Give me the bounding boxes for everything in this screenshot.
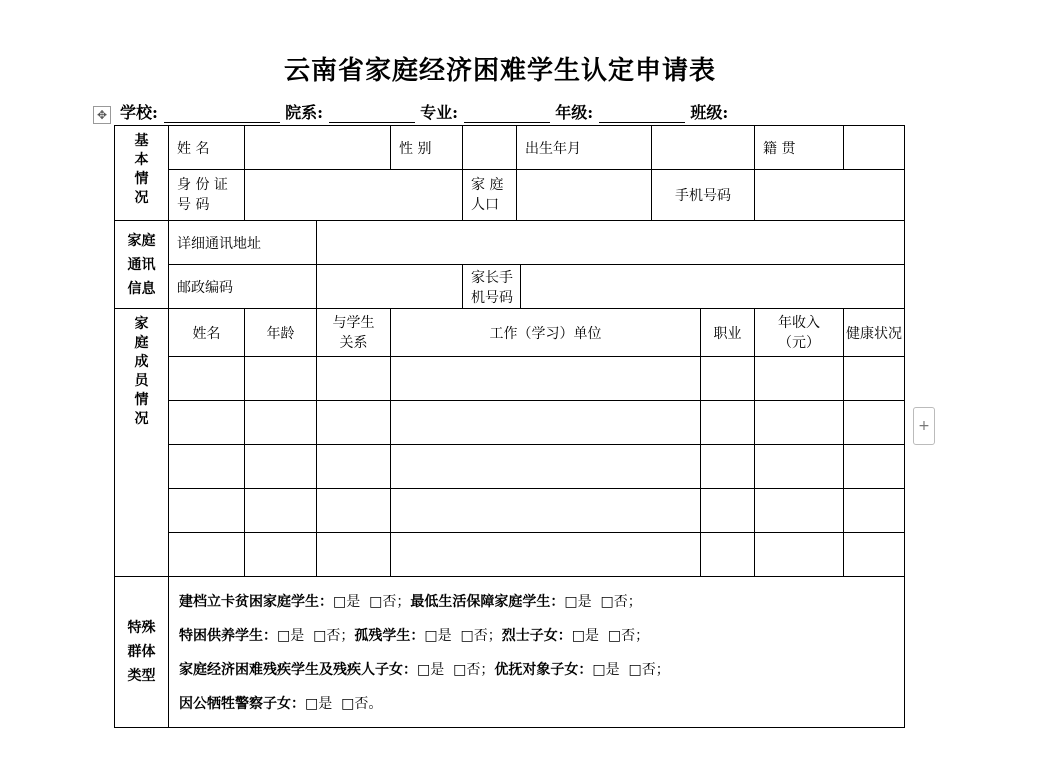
school-field[interactable] <box>164 104 280 123</box>
q1-no-checkbox[interactable]: □否 <box>369 594 397 610</box>
class-label: 班级: <box>690 103 729 122</box>
relation-header-line1: 与学生 <box>332 314 375 331</box>
section-family-label: 家庭成员情况 <box>134 316 149 427</box>
separator: ； <box>627 594 642 610</box>
table-row <box>115 489 905 533</box>
q4-yes-checkbox[interactable]: □是 <box>424 628 452 644</box>
q5-yes-checkbox[interactable]: □是 <box>571 628 599 644</box>
q7-no-checkbox[interactable]: □否 <box>628 662 656 678</box>
family-cell[interactable] <box>701 445 755 489</box>
family-cell[interactable] <box>169 489 245 533</box>
separator: ； <box>480 662 495 678</box>
section-basic-info <box>115 126 169 221</box>
table-row <box>115 357 905 401</box>
family-cell[interactable] <box>245 357 317 401</box>
grade-label: 年级: <box>555 103 594 122</box>
birth-label: 出生年月 <box>517 126 652 170</box>
separator: ； <box>487 628 502 644</box>
family-header-name: 姓名 <box>169 309 245 357</box>
q8-no-checkbox[interactable]: □否 <box>341 696 369 712</box>
table-move-handle-icon[interactable]: ✥ <box>93 106 111 124</box>
origin-value-cell[interactable] <box>844 126 905 170</box>
special-section-line2: 群体 <box>127 644 156 660</box>
q2-yes-checkbox[interactable]: □是 <box>564 594 592 610</box>
family-cell[interactable] <box>391 401 701 445</box>
income-header-line1: 年收入 <box>778 314 820 331</box>
family-cell[interactable] <box>701 357 755 401</box>
special-line-2 <box>179 619 904 653</box>
family-cell[interactable] <box>317 445 391 489</box>
postcode-label: 邮政编码 <box>169 265 317 309</box>
address-value-cell[interactable] <box>317 221 905 265</box>
income-header-line2: （元） <box>778 334 820 351</box>
school-label: 学校: <box>120 103 158 122</box>
gender-label: 性 别 <box>391 126 463 170</box>
q1-yes-checkbox[interactable]: □是 <box>333 594 361 610</box>
special-section-line3: 类型 <box>127 668 156 684</box>
q-disabled-students: 家庭经济困难残疾学生及残疾人子女： <box>179 662 417 678</box>
family-cell[interactable] <box>317 401 391 445</box>
q-preferential-care: 优抚对象子女： <box>494 662 593 678</box>
section-family-members <box>115 309 169 577</box>
family-cell[interactable] <box>755 445 844 489</box>
family-cell[interactable] <box>755 489 844 533</box>
special-groups-options <box>169 577 905 728</box>
q3-no-checkbox[interactable]: □否 <box>313 628 341 644</box>
birth-value-cell[interactable] <box>652 126 755 170</box>
household-size-label <box>463 170 517 221</box>
parent-phone-label: 家长手机号码 <box>463 265 521 309</box>
family-cell[interactable] <box>844 489 905 533</box>
id-label-line1: 身 份 证 <box>177 177 228 193</box>
contact-section-line3: 信息 <box>127 280 156 297</box>
q5-no-checkbox[interactable]: □否 <box>607 628 636 644</box>
id-number-value-cell[interactable] <box>245 170 463 221</box>
table-row <box>115 401 905 445</box>
page-title: 云南省家庭经济困难学生认定申请表 <box>283 56 716 86</box>
q-min-living: 最低生活保障家庭学生： <box>410 594 565 610</box>
q6-yes-checkbox[interactable]: □是 <box>417 662 445 678</box>
grade-field[interactable] <box>599 104 685 123</box>
special-line-3 <box>179 653 904 687</box>
department-label: 院系: <box>285 103 323 122</box>
family-cell[interactable] <box>169 401 245 445</box>
separator: ； <box>635 628 650 644</box>
family-cell[interactable] <box>245 401 317 445</box>
q6-no-checkbox[interactable]: □否 <box>453 662 481 678</box>
special-line-4 <box>179 687 904 721</box>
family-cell[interactable] <box>391 533 701 577</box>
major-field[interactable] <box>464 104 550 123</box>
application-form-table <box>114 125 905 728</box>
header-fields <box>120 100 728 124</box>
contact-section-line2: 通讯 <box>127 256 156 273</box>
family-header-work: 工作（学习）单位 <box>391 309 701 357</box>
address-label: 详细通讯地址 <box>169 221 317 265</box>
family-cell[interactable] <box>701 533 755 577</box>
separator: ； <box>655 662 670 678</box>
household-size-value-cell[interactable] <box>517 170 652 221</box>
family-cell[interactable] <box>169 445 245 489</box>
family-cell[interactable] <box>169 357 245 401</box>
major-label: 专业: <box>420 103 459 122</box>
q3-yes-checkbox[interactable]: □是 <box>277 628 305 644</box>
q-martyr-children: 烈士子女： <box>501 628 572 644</box>
section-basic-label: 基本情况 <box>134 133 149 206</box>
table-row <box>115 445 905 489</box>
parent-phone-value-cell[interactable] <box>521 265 905 309</box>
name-value-cell[interactable] <box>245 126 391 170</box>
family-cell[interactable] <box>844 357 905 401</box>
family-cell[interactable] <box>844 445 905 489</box>
family-cell[interactable] <box>169 533 245 577</box>
family-header-health: 健康状况 <box>844 309 905 357</box>
q-special-support: 特困供养学生： <box>179 628 277 644</box>
separator: ； <box>396 594 411 610</box>
table-row <box>115 533 905 577</box>
id-label-line2: 号 码 <box>177 197 210 213</box>
family-cell[interactable] <box>245 533 317 577</box>
contact-section-line1: 家庭 <box>127 232 156 249</box>
relation-header-line2: 关系 <box>339 334 368 351</box>
family-cell[interactable] <box>245 445 317 489</box>
family-cell[interactable] <box>755 533 844 577</box>
family-cell[interactable] <box>755 357 844 401</box>
family-header-income <box>755 309 844 357</box>
name-label: 姓 名 <box>169 126 245 170</box>
special-line-1 <box>179 585 904 619</box>
household-label-line1: 家 庭 <box>471 177 504 193</box>
phone-value-cell[interactable] <box>755 170 905 221</box>
family-cell[interactable] <box>844 533 905 577</box>
q-poverty-registered: 建档立卡贫困家庭学生： <box>179 594 333 610</box>
family-header-age: 年龄 <box>245 309 317 357</box>
section-special-groups <box>115 577 169 728</box>
q4-no-checkbox[interactable]: □否 <box>460 628 488 644</box>
q7-yes-checkbox[interactable]: □是 <box>592 662 620 678</box>
id-number-label <box>169 170 245 221</box>
add-row-plus-icon[interactable]: + <box>913 407 935 445</box>
q2-no-checkbox[interactable]: □否 <box>600 594 628 610</box>
postcode-value-cell[interactable] <box>317 265 463 309</box>
family-cell[interactable] <box>391 357 701 401</box>
gender-value-cell[interactable] <box>463 126 517 170</box>
separator: ； <box>340 628 355 644</box>
family-cell[interactable] <box>391 489 701 533</box>
family-cell[interactable] <box>391 445 701 489</box>
family-cell[interactable] <box>755 401 844 445</box>
q8-yes-checkbox[interactable]: □是 <box>305 696 333 712</box>
family-cell[interactable] <box>701 489 755 533</box>
family-header-job: 职业 <box>701 309 755 357</box>
family-cell[interactable] <box>844 401 905 445</box>
family-cell[interactable] <box>317 489 391 533</box>
family-cell[interactable] <box>317 533 391 577</box>
family-header-relation <box>317 309 391 357</box>
origin-label: 籍 贯 <box>755 126 844 170</box>
family-cell[interactable] <box>317 357 391 401</box>
section-contact-info <box>115 221 169 309</box>
phone-label: 手机号码 <box>652 170 755 221</box>
household-label-line2: 人口 <box>471 197 499 213</box>
line-end: 。 <box>368 696 383 712</box>
q-police-children: 因公牺牲警察子女： <box>179 696 305 712</box>
special-section-line1: 特殊 <box>127 620 156 636</box>
family-cell[interactable] <box>701 401 755 445</box>
family-cell[interactable] <box>245 489 317 533</box>
department-field[interactable] <box>329 104 415 123</box>
q-orphan-disabled: 孤残学生： <box>354 628 425 644</box>
